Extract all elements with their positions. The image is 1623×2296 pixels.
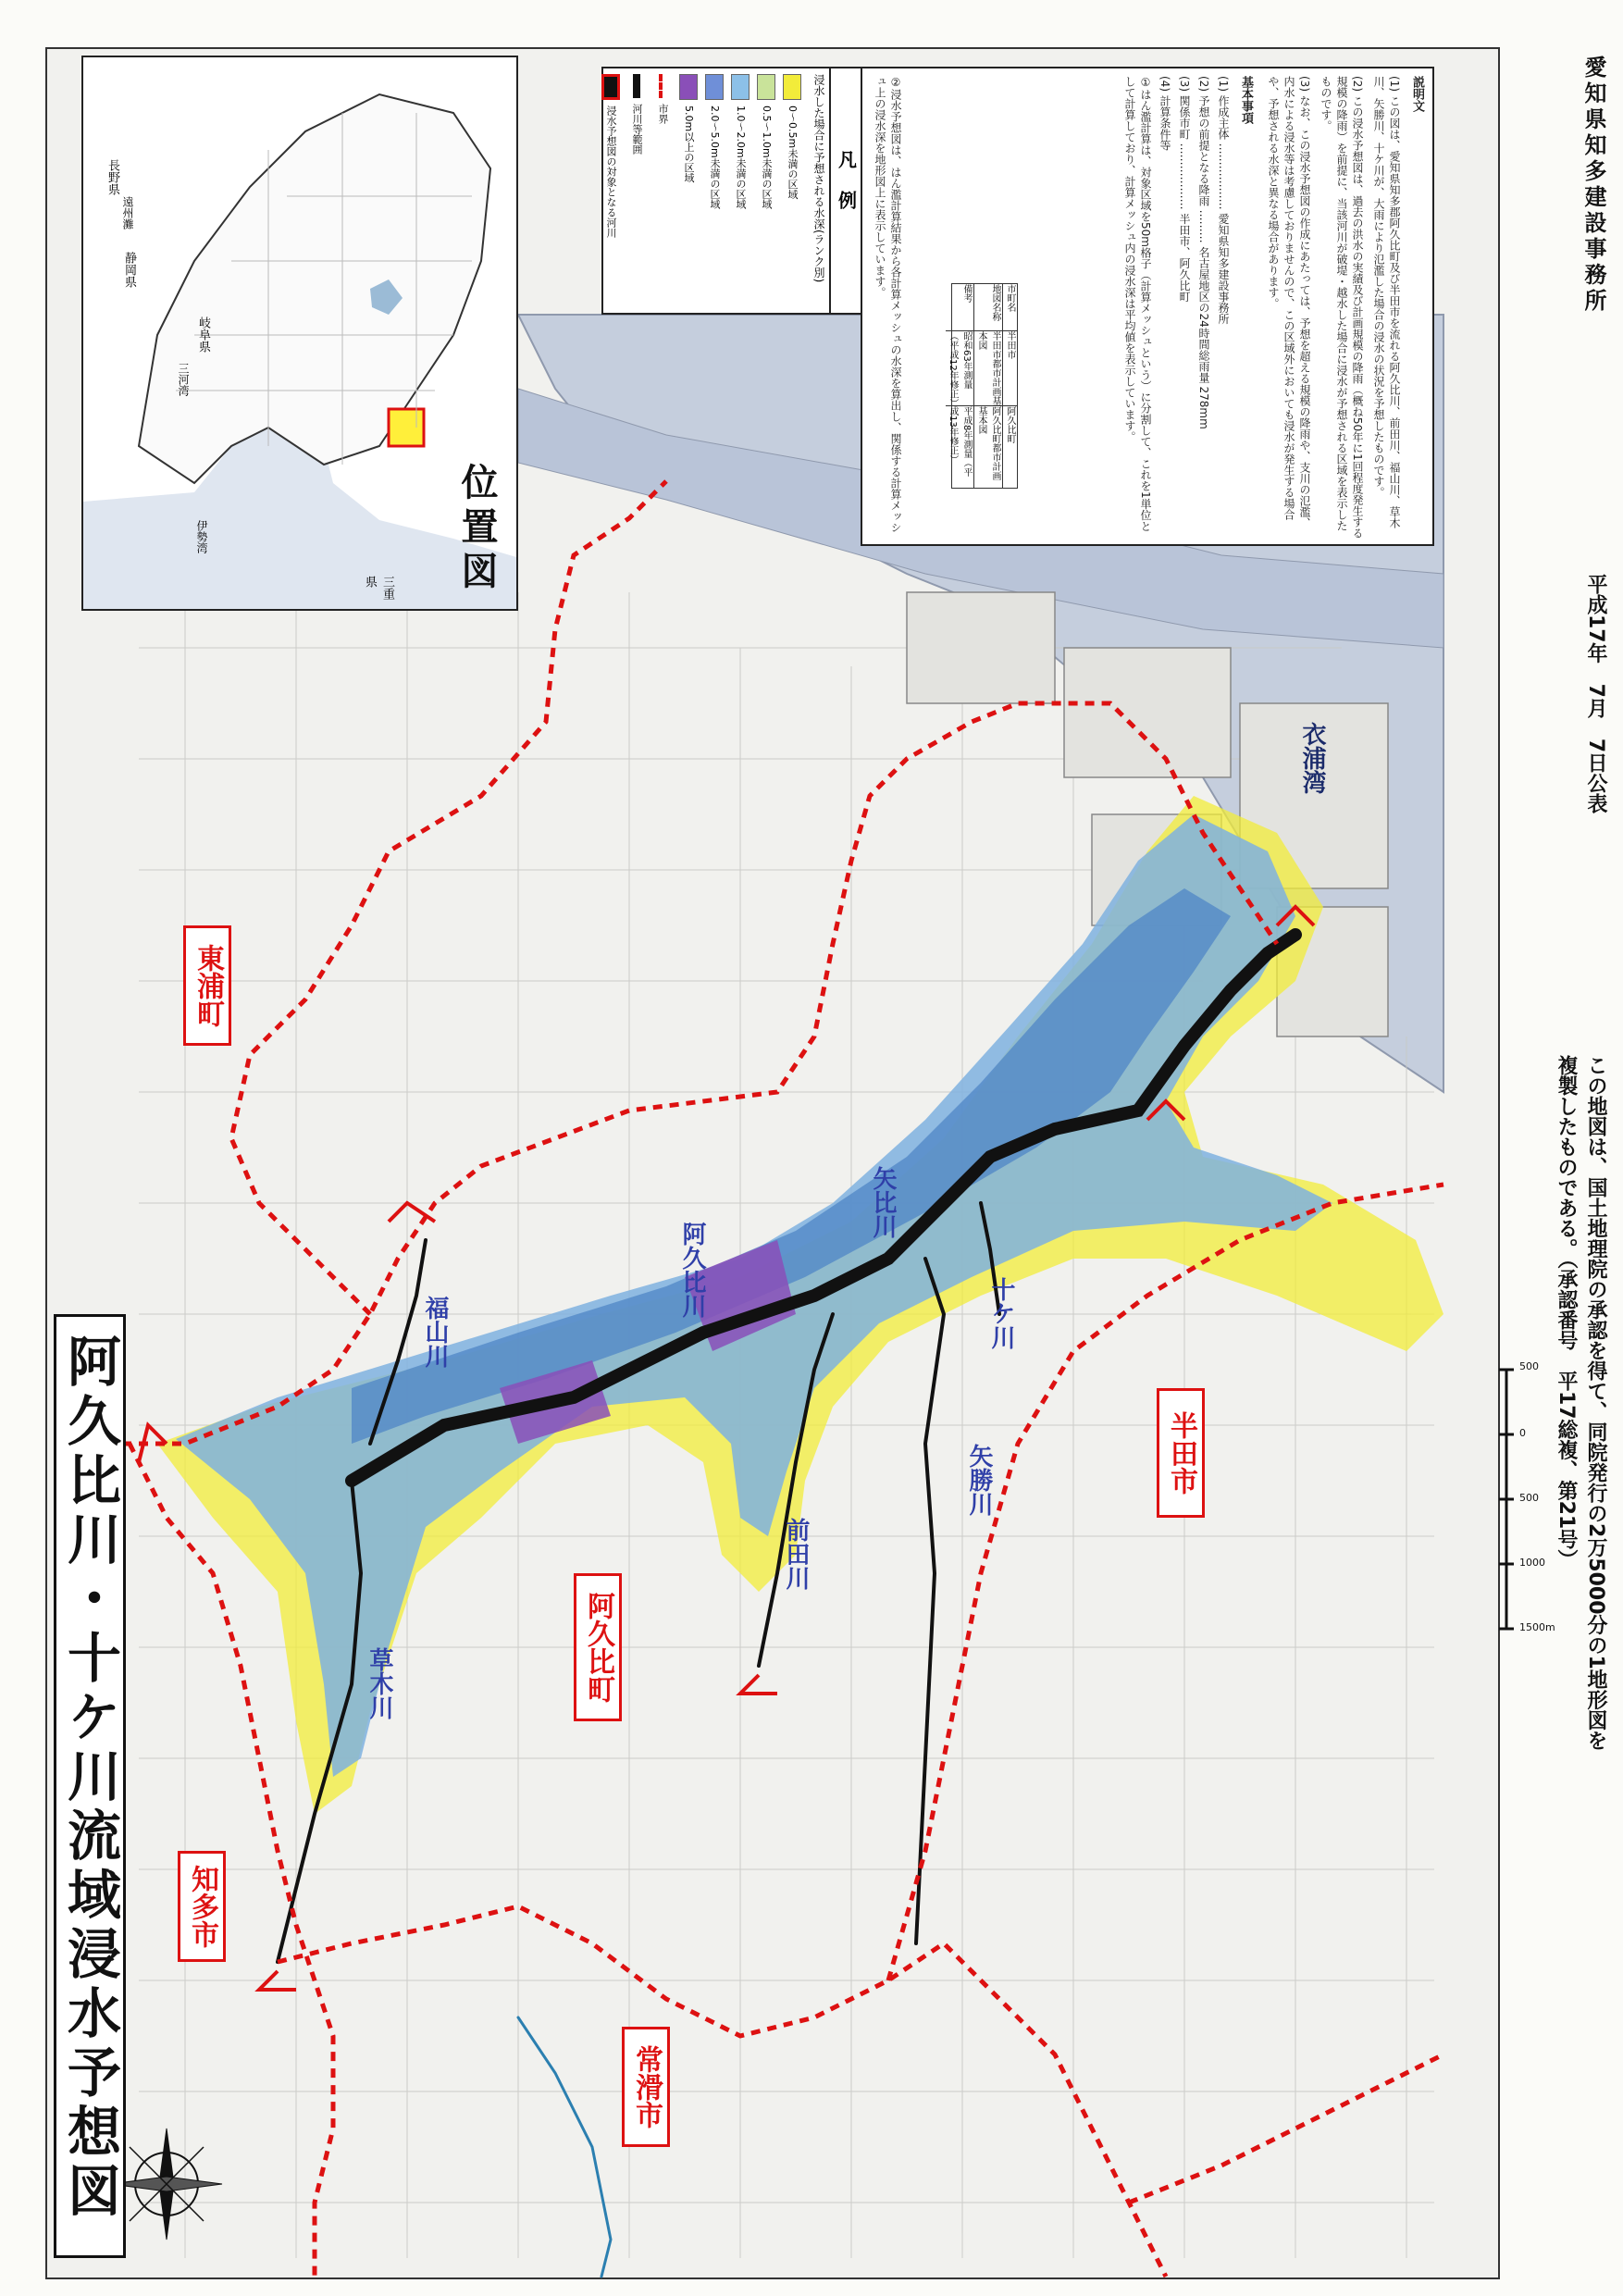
- page-title: 阿久比川・十ケ川流域浸水予想図: [58, 1334, 121, 2222]
- legend-swatch-target: [601, 74, 620, 100]
- river-label-maeda: 前田川: [782, 1518, 810, 1590]
- legend-swatch: [757, 74, 775, 100]
- legend-items: [600, 74, 803, 305]
- notes-basic-item: (3) 関係市町 ……………… 半田市、阿久比町: [1178, 76, 1191, 303]
- table-cell: 阿久比町: [1005, 406, 1015, 443]
- place-tokoname: 常滑市: [622, 2027, 670, 2147]
- notes-calc-item: ①はん濫計算は、対象区域を50m格子（計算メッシュという）に分割して、これを1単位として計算しており、計算メッシュ内の浸水深は平均値を表示しています。: [1123, 76, 1152, 532]
- notes-heading: 説明文: [1410, 76, 1424, 112]
- notes-basic-item: (4) 計算条件等: [1158, 76, 1171, 151]
- inset-label-gifu: 岐阜県: [196, 316, 210, 353]
- source-table-column: [973, 284, 1002, 488]
- legend-title: 凡例: [829, 68, 862, 313]
- title-box: [54, 1314, 126, 2258]
- table-cell: 阿久比町都市計画基本図: [976, 406, 1000, 480]
- legend-item: [600, 74, 622, 305]
- table-cell: 半田市都市計画基本図: [976, 331, 1000, 405]
- legend-item-label: 市界: [657, 104, 669, 124]
- legend-item: [703, 74, 725, 305]
- river-label-fukuyama: 福山川: [421, 1296, 449, 1368]
- legend-box: [601, 67, 870, 315]
- source-table: [948, 283, 1018, 489]
- legend-swatch: [705, 74, 724, 100]
- legend-swatch-boundary: [659, 74, 666, 98]
- legend-item-label: 5.0m以上の区域: [683, 105, 695, 183]
- table-cell: 昭和63年測量（平成12年修正）: [948, 331, 972, 408]
- scale-tick-label: 1000: [1519, 1557, 1545, 1569]
- place-handa: 半田市: [1157, 1388, 1205, 1518]
- notes-paragraph: (1) この図は、愛知県知多郡阿久比町及び半田市を流れる阿久比川、前田川、福山川、草木川、矢勝川、十ケ川が、大雨により氾濫した場合の浸水の状況を予想したものです。: [1372, 76, 1401, 528]
- inset-label-enshu: 遠州灘: [121, 196, 134, 230]
- inset-label-mikawa-bay: 三河湾: [177, 363, 190, 396]
- legend-header: 浸水した場合に予想される水深(ランク別): [812, 74, 825, 283]
- footer-survey-note-1: この地図は、国土地理院の承認を得て、同院発行の2万5000分の1地形図を: [1584, 1055, 1607, 1751]
- notes-basic-heading: 基本事項: [1239, 76, 1253, 124]
- place-agui: 阿久比町: [574, 1573, 622, 1721]
- notes-box: [861, 67, 1434, 546]
- legend-item-label: 河川等範囲: [631, 104, 643, 155]
- table-cell: 平成8年測量（平成13年修正）: [948, 406, 972, 478]
- river-label-kusaki: 草木川: [365, 1647, 393, 1719]
- legend-item: [626, 74, 648, 305]
- table-cell: 半田市: [1003, 331, 1017, 406]
- notes-paragraph: (2) この浸水予想図は、過去の洪水の実績及び計画規模の降雨（概ね50年に1回程度発生する規模の降雨）を前提に、当該河川が破堤・越水した場合に浸水が予想される区域を表示したものです。: [1319, 76, 1364, 539]
- table-header: 備考: [946, 284, 973, 331]
- scale-tick-label: 0: [1519, 1427, 1526, 1439]
- inset-label-shizuoka: 静岡県: [122, 252, 136, 288]
- legend-item-label: 0.5〜1.0m未満の区域: [761, 105, 773, 209]
- location-inset: [81, 56, 518, 611]
- notes-calc-item: ②浸水予想図は、はん濫計算結果から各計算メッシュの水深を算出し、関係する計算メッシュ上の浸水深を地形図上に表示しています。: [873, 76, 902, 533]
- legend-swatch: [731, 74, 750, 100]
- place-bay: 衣浦湾: [1298, 722, 1326, 794]
- source-table-column: [1002, 284, 1017, 488]
- legend-swatch: [679, 74, 698, 100]
- legend-item-label: 2.0〜5.0m未満の区域: [709, 105, 721, 209]
- notes-paragraph: (3) なお、この浸水予想図の作成にあたっては、予想を超える規模の降雨や、支川の氾濫、内水による浸水等は考慮しておりませんので、この区域外においても浸水が発生する場合や、予想される水深と異なる場合があります。: [1267, 76, 1311, 528]
- table-header: 地図名称: [974, 284, 1002, 331]
- river-label-juka: 十ケ川: [987, 1277, 1015, 1349]
- place-chita: 知多市: [178, 1851, 226, 1962]
- notes-basic-item: (1) 作成主体 ……………… 愛知県知多建設事務所: [1217, 76, 1230, 325]
- legend-item: [729, 74, 751, 305]
- scale-tick-label: 500: [1519, 1360, 1539, 1372]
- footer: [1499, 56, 1610, 2258]
- place-higashiura: 東浦町: [183, 925, 231, 1046]
- legend-swatch-river: [633, 74, 640, 98]
- scale-tick-label: 500: [1519, 1492, 1539, 1504]
- legend-item-label: 1.0〜2.0m未満の区域: [735, 105, 747, 209]
- river-label-agui: 阿久比川: [678, 1222, 706, 1318]
- footer-date: 平成17年 7月 7日公表: [1584, 574, 1607, 814]
- legend-item: [651, 74, 674, 305]
- legend-item: [781, 74, 803, 305]
- river-label-yakatsu: 矢勝川: [965, 1444, 993, 1516]
- legend-item-label: 0〜0.5m未満の区域: [787, 105, 799, 200]
- notes-basic-item: (2) 予想の前提となる降雨 ……… 名古屋地区の24時間総雨量 278mm: [1197, 76, 1210, 429]
- table-header: 市町名: [1003, 284, 1017, 331]
- scale-tick-label: 1500m: [1519, 1621, 1555, 1633]
- inset-title: 位置図: [455, 463, 498, 596]
- inset-label-mie: 三重県: [363, 576, 394, 600]
- legend-item: [755, 74, 777, 305]
- source-table-column: [946, 284, 973, 488]
- footer-office: 愛知県知多建設事務所: [1580, 56, 1606, 315]
- river-label-yasaka: 矢比川: [869, 1166, 897, 1238]
- inset-label-nagano: 長野県: [105, 159, 119, 195]
- footer-survey-note-2: 複製したものである。（承認番号 平17総複、第21号）: [1555, 1055, 1578, 1570]
- inset-label-ise-bay: 伊勢湾: [195, 520, 208, 553]
- legend-item: [677, 74, 700, 305]
- legend-swatch: [783, 74, 801, 100]
- inset-target-box: [389, 409, 424, 446]
- notes-container: [1112, 76, 1425, 539]
- legend-item-label: 浸水予想図の対象となる河川: [605, 105, 617, 238]
